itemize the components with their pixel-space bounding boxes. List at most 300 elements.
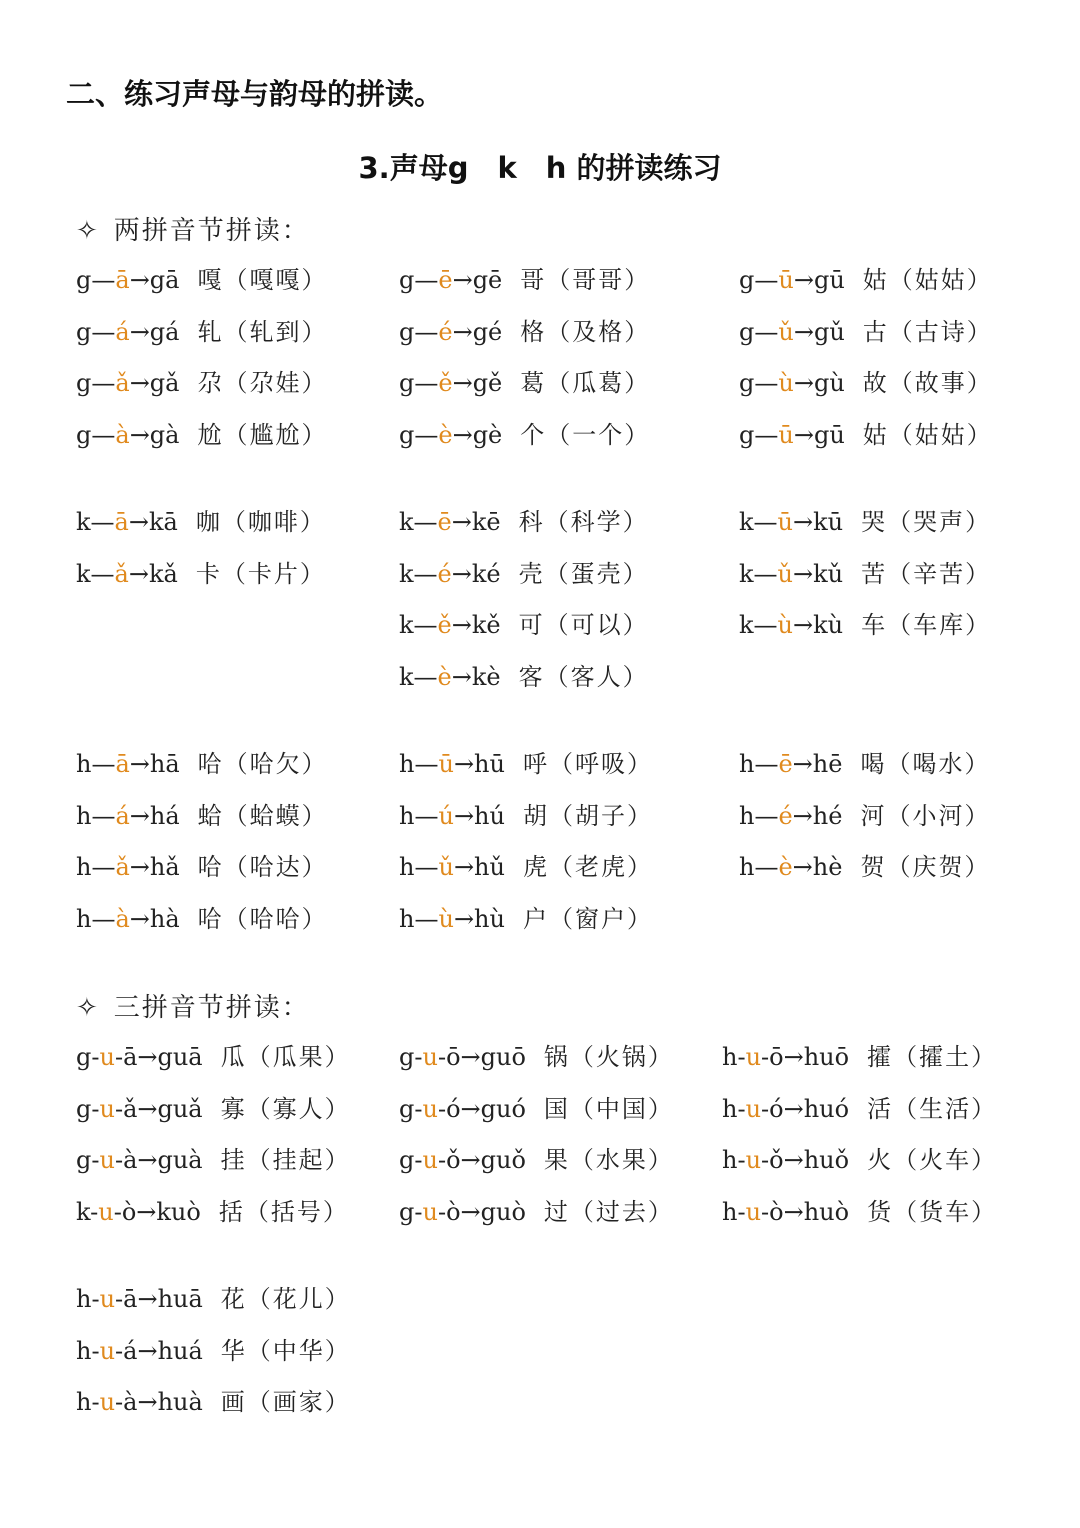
section-subheading — [76, 210, 310, 247]
pinyin-part: g — [399, 317, 415, 346]
pinyin-vowel: ě — [437, 611, 452, 639]
pinyin-spelling — [76, 560, 178, 588]
pinyin-item — [739, 799, 990, 833]
pinyin-part: →gà — [129, 420, 180, 449]
hanzi-word: 河（小河） — [860, 801, 991, 830]
pinyin-part: →kē — [451, 508, 501, 536]
pinyin-spelling — [399, 421, 502, 449]
pinyin-spelling — [76, 508, 178, 536]
pinyin-part: →hú — [453, 801, 505, 830]
hanzi-word: 括（括号） — [218, 1197, 349, 1226]
pinyin-part: →há — [129, 801, 180, 830]
hanzi-word: 哈（哈哈） — [197, 904, 328, 933]
pinyin-part: g — [399, 1043, 415, 1071]
pinyin-part: →hū — [453, 750, 505, 778]
pinyin-part: h — [739, 801, 755, 830]
pinyin-part: -ò→kuò — [113, 1197, 201, 1226]
pinyin-item — [739, 608, 991, 642]
pinyin-part: →gá — [129, 317, 180, 346]
pinyin-part: →hā — [129, 750, 180, 778]
hanzi-word: 花（花儿） — [220, 1285, 351, 1313]
pinyin-item — [399, 850, 653, 884]
pinyin-part: h — [722, 1094, 738, 1123]
pinyin-vowel: ě — [438, 369, 453, 397]
pinyin-spelling — [76, 1388, 203, 1416]
pinyin-vowel: ū — [438, 750, 454, 778]
hanzi-word: 挂（挂起） — [220, 1146, 351, 1174]
pinyin-spelling — [399, 611, 501, 639]
pinyin-part: h — [722, 1197, 738, 1226]
page-heading: 二、练习声母与韵母的拼读。 — [66, 77, 444, 111]
pinyin-spelling — [399, 318, 502, 346]
lesson-title: 3.声母g k h 的拼读练习 — [358, 151, 722, 185]
pinyin-part: — — [414, 369, 439, 397]
pinyin-item — [76, 799, 328, 833]
pinyin-part: — — [753, 559, 778, 588]
pinyin-part: →gù — [793, 369, 845, 397]
pinyin-part: →gé — [452, 317, 503, 346]
pinyin-spelling — [722, 1095, 849, 1123]
pinyin-vowel: ù — [777, 611, 794, 639]
pinyin-part: — — [91, 420, 116, 449]
pinyin-spelling — [399, 508, 501, 536]
pinyin-part: h — [722, 1146, 738, 1174]
pinyin-spelling — [399, 663, 501, 691]
pinyin-part: →ké — [451, 559, 501, 588]
pinyin-part: — — [754, 750, 779, 778]
pinyin-part: g — [76, 317, 92, 346]
pinyin-vowel: u — [99, 1094, 115, 1123]
pinyin-item — [399, 1195, 674, 1229]
pinyin-part: - — [91, 1285, 100, 1313]
pinyin-item — [399, 1092, 674, 1126]
hanzi-word: 华（中华） — [220, 1336, 351, 1365]
pinyin-part: →kā — [128, 508, 178, 536]
pinyin-part: - — [414, 1197, 423, 1226]
pinyin-vowel: ǎ — [115, 853, 130, 881]
pinyin-part: →gǔ — [793, 317, 845, 346]
hanzi-word: 客（客人） — [518, 662, 649, 691]
pinyin-item — [399, 366, 650, 400]
pinyin-part: →hù — [453, 904, 505, 933]
pinyin-item — [739, 418, 993, 452]
hanzi-word: 尕（尕娃） — [197, 369, 328, 397]
pinyin-part: g — [76, 266, 92, 294]
hanzi-word: 格（及格） — [520, 317, 651, 346]
pinyin-part: -ó→guó — [437, 1094, 526, 1123]
pinyin-part: →gě — [452, 369, 503, 397]
pinyin-part: — — [91, 750, 116, 778]
pinyin-vowel: ē — [438, 266, 453, 294]
pinyin-part: - — [90, 1197, 99, 1226]
hanzi-word: 嘎（嘎嘎） — [197, 266, 328, 294]
pinyin-part: — — [754, 317, 779, 346]
pinyin-vowel: u — [99, 1043, 115, 1071]
pinyin-vowel: é — [437, 559, 452, 588]
pinyin-item — [76, 1195, 349, 1229]
pinyin-part: g — [399, 266, 415, 294]
pinyin-spelling — [399, 1198, 526, 1226]
pinyin-part: — — [91, 369, 116, 397]
pinyin-part: h — [76, 801, 92, 830]
pinyin-item — [399, 1143, 674, 1177]
pinyin-part: g — [76, 1043, 92, 1071]
pinyin-vowel: ā — [115, 266, 130, 294]
pinyin-spelling — [399, 1146, 526, 1174]
pinyin-part: - — [737, 1146, 746, 1174]
pinyin-spelling — [739, 421, 845, 449]
pinyin-part: — — [754, 853, 779, 881]
pinyin-item — [722, 1092, 997, 1126]
pinyin-item — [76, 1143, 351, 1177]
pinyin-item — [76, 1092, 351, 1126]
pinyin-part: k — [739, 611, 754, 639]
pinyin-item — [76, 315, 327, 349]
pinyin-vowel: ū — [777, 508, 794, 536]
pinyin-part: - — [91, 1388, 100, 1416]
pinyin-spelling — [739, 508, 843, 536]
pinyin-spelling — [76, 750, 180, 778]
hanzi-word: 哈（哈达） — [197, 853, 328, 881]
pinyin-part: k — [399, 559, 414, 588]
pinyin-part: - — [91, 1094, 100, 1123]
pinyin-spelling — [399, 905, 505, 933]
pinyin-vowel: ǎ — [115, 369, 130, 397]
pinyin-item — [399, 418, 650, 452]
pinyin-part: -à→guà — [114, 1146, 203, 1174]
pinyin-spelling — [739, 369, 845, 397]
pinyin-vowel: u — [98, 1197, 114, 1226]
pinyin-vowel: è — [437, 662, 452, 691]
hanzi-word: 车（车库） — [861, 611, 992, 639]
pinyin-part: — — [754, 369, 779, 397]
hanzi-word: 贺（庆贺） — [860, 853, 991, 881]
pinyin-part: — — [414, 801, 439, 830]
pinyin-part: g — [399, 1094, 415, 1123]
pinyin-part: →gā — [129, 266, 180, 294]
pinyin-part: — — [91, 904, 116, 933]
pinyin-part: g — [739, 369, 755, 397]
pinyin-part: — — [90, 508, 115, 536]
pinyin-spelling — [739, 318, 845, 346]
pinyin-vowel: á — [115, 317, 130, 346]
pinyin-spelling — [76, 1043, 203, 1071]
hanzi-word: 轧（轧到） — [197, 317, 328, 346]
pinyin-part: — — [414, 266, 439, 294]
hanzi-word: 货（货车） — [867, 1197, 998, 1226]
pinyin-part: k — [399, 508, 414, 536]
pinyin-item — [739, 366, 993, 400]
pinyin-part: k — [739, 559, 754, 588]
pinyin-vowel: u — [422, 1094, 438, 1123]
pinyin-part: — — [753, 611, 778, 639]
pinyin-spelling — [399, 1095, 526, 1123]
pinyin-part: h — [76, 750, 92, 778]
pinyin-part: →gē — [452, 266, 503, 294]
pinyin-part: k — [76, 559, 91, 588]
sparkle-icon: ✧ — [76, 993, 100, 1023]
pinyin-part: -ā→huā — [115, 1285, 203, 1313]
pinyin-part: — — [414, 750, 439, 778]
pinyin-part: →hǔ — [453, 853, 505, 881]
hanzi-word: 哭（哭声） — [861, 508, 992, 536]
pinyin-part: h — [76, 904, 92, 933]
hanzi-word: 画（画家） — [220, 1388, 351, 1416]
pinyin-spelling — [739, 266, 845, 294]
pinyin-item — [76, 366, 327, 400]
pinyin-part: g — [739, 420, 755, 449]
pinyin-part: →hé — [792, 801, 843, 830]
pinyin-part: - — [414, 1094, 423, 1123]
section-subheading — [76, 987, 310, 1024]
pinyin-spelling — [399, 802, 505, 830]
pinyin-part: g — [739, 317, 755, 346]
pinyin-part: g — [76, 420, 92, 449]
pinyin-part: h — [739, 853, 755, 881]
pinyin-vowel: à — [115, 904, 130, 933]
pinyin-part: -ǒ→guǒ — [437, 1146, 526, 1174]
pinyin-part: — — [414, 420, 439, 449]
pinyin-item — [399, 315, 650, 349]
pinyin-part: h — [76, 853, 92, 881]
hanzi-word: 虎（老虎） — [522, 853, 653, 881]
hanzi-word: 哥（哥哥） — [520, 266, 651, 294]
hanzi-word: 卡（卡片） — [195, 559, 326, 588]
pinyin-part: -ó→huó — [761, 1094, 850, 1123]
pinyin-part: g — [76, 369, 92, 397]
pinyin-item — [722, 1040, 997, 1074]
pinyin-item — [399, 608, 649, 642]
pinyin-item — [399, 263, 650, 297]
pinyin-part: — — [753, 508, 778, 536]
pinyin-item — [76, 418, 327, 452]
pinyin-vowel: u — [99, 1388, 116, 1416]
hanzi-word: 可（可以） — [518, 611, 649, 639]
pinyin-spelling — [739, 611, 843, 639]
pinyin-item — [399, 1040, 674, 1074]
pinyin-spelling — [739, 853, 842, 881]
hanzi-word: 咖（咖啡） — [195, 508, 326, 536]
pinyin-part: →kǔ — [793, 559, 844, 588]
pinyin-part: — — [90, 559, 115, 588]
pinyin-item — [739, 505, 991, 539]
pinyin-part: g — [76, 1146, 92, 1174]
pinyin-part: — — [91, 317, 116, 346]
hanzi-word: 活（生活） — [867, 1094, 998, 1123]
pinyin-vowel: ǔ — [438, 853, 454, 881]
section-title: 两拼音节拼读： — [113, 216, 310, 246]
pinyin-vowel: à — [115, 420, 130, 449]
pinyin-part: →hǎ — [129, 853, 180, 881]
pinyin-part: - — [91, 1146, 100, 1174]
pinyin-part: — — [414, 317, 439, 346]
pinyin-part: -á→huá — [115, 1336, 203, 1365]
pinyin-part: - — [91, 1336, 100, 1365]
pinyin-spelling — [76, 1146, 203, 1174]
pinyin-spelling — [739, 560, 843, 588]
pinyin-part: h — [399, 750, 415, 778]
pinyin-vowel: ā — [114, 508, 129, 536]
hanzi-word: 火（火车） — [867, 1146, 998, 1174]
pinyin-part: k — [76, 1197, 91, 1226]
pinyin-vowel: é — [778, 801, 793, 830]
pinyin-item — [76, 1282, 351, 1316]
pinyin-vowel: ù — [438, 904, 454, 933]
pinyin-item — [399, 747, 653, 781]
pinyin-vowel: u — [99, 1285, 116, 1313]
pinyin-spelling — [739, 750, 842, 778]
hanzi-word: 寡（寡人） — [220, 1094, 351, 1123]
pinyin-vowel: ú — [438, 801, 454, 830]
pinyin-part: →gū — [793, 420, 845, 449]
pinyin-vowel: ū — [778, 266, 794, 294]
hanzi-word: 葛（瓜葛） — [520, 369, 651, 397]
pinyin-part: - — [737, 1094, 746, 1123]
pinyin-item — [76, 1040, 351, 1074]
pinyin-spelling — [76, 1337, 203, 1365]
pinyin-part: →hà — [129, 904, 180, 933]
pinyin-item — [76, 1334, 351, 1368]
hanzi-word: 瓜（瓜果） — [220, 1043, 351, 1071]
pinyin-part: - — [737, 1197, 746, 1226]
pinyin-part: g — [399, 420, 415, 449]
pinyin-part: — — [91, 266, 116, 294]
pinyin-part: g — [399, 1146, 415, 1174]
pinyin-spelling — [76, 1285, 203, 1313]
pinyin-vowel: ū — [778, 420, 794, 449]
pinyin-part: -ō→huō — [761, 1043, 850, 1071]
pinyin-part: →kǎ — [128, 559, 178, 588]
pinyin-vowel: é — [438, 317, 453, 346]
pinyin-part: — — [413, 559, 438, 588]
hanzi-word: 科（科学） — [518, 508, 649, 536]
hanzi-word: 个（一个） — [520, 420, 651, 449]
pinyin-part: — — [414, 904, 439, 933]
pinyin-part: k — [399, 662, 414, 691]
pinyin-vowel: á — [115, 801, 130, 830]
pinyin-item — [76, 850, 328, 884]
pinyin-part: -ō→guō — [437, 1043, 526, 1071]
pinyin-part: g — [399, 1197, 415, 1226]
pinyin-item — [739, 263, 993, 297]
pinyin-spelling — [76, 369, 179, 397]
pinyin-part: →kè — [451, 662, 501, 691]
pinyin-part: h — [76, 1388, 92, 1416]
pinyin-part: — — [91, 853, 116, 881]
pinyin-spelling — [722, 1198, 849, 1226]
pinyin-part: -ǎ→guǎ — [114, 1094, 203, 1123]
pinyin-part: h — [76, 1285, 92, 1313]
pinyin-vowel: ǔ — [777, 559, 794, 588]
pinyin-part: — — [754, 420, 779, 449]
pinyin-part: →kě — [451, 611, 501, 639]
pinyin-part: h — [76, 1336, 92, 1365]
pinyin-spelling — [399, 853, 505, 881]
pinyin-spelling — [76, 421, 179, 449]
section-title: 三拼音节拼读： — [113, 993, 310, 1023]
pinyin-item — [739, 557, 991, 591]
pinyin-part: -ò→huò — [761, 1197, 850, 1226]
pinyin-spelling — [76, 1095, 203, 1123]
pinyin-spelling — [399, 1043, 526, 1071]
hanzi-word: 姑（姑姑） — [862, 420, 993, 449]
pinyin-part: →gū — [793, 266, 845, 294]
pinyin-spelling — [722, 1043, 849, 1071]
hanzi-word: 哈（哈欠） — [197, 750, 328, 778]
pinyin-item — [76, 1385, 351, 1419]
hanzi-word: 胡（胡子） — [522, 801, 653, 830]
pinyin-vowel: ē — [437, 508, 452, 536]
pinyin-vowel: u — [422, 1043, 438, 1071]
pinyin-part: — — [91, 801, 116, 830]
pinyin-spelling — [399, 560, 501, 588]
pinyin-part: →kū — [793, 508, 844, 536]
pinyin-vowel: ǎ — [114, 559, 129, 588]
pinyin-spelling — [739, 802, 842, 830]
pinyin-item — [722, 1195, 997, 1229]
sparkle-icon: ✧ — [76, 216, 100, 246]
pinyin-vowel: ā — [115, 750, 130, 778]
pinyin-part: →gè — [452, 420, 503, 449]
pinyin-part: -ǒ→huǒ — [761, 1146, 850, 1174]
hanzi-word: 尬（尴尬） — [197, 420, 328, 449]
pinyin-vowel: u — [99, 1336, 116, 1365]
pinyin-item — [76, 263, 327, 297]
pinyin-part: →kù — [793, 611, 844, 639]
pinyin-part: k — [399, 611, 414, 639]
pinyin-vowel: u — [422, 1146, 438, 1174]
pinyin-spelling — [76, 266, 179, 294]
pinyin-spelling — [722, 1146, 849, 1174]
hanzi-word: 锅（火锅） — [543, 1043, 674, 1071]
pinyin-vowel: è — [778, 853, 793, 881]
pinyin-part: h — [722, 1043, 738, 1071]
pinyin-part: h — [399, 853, 415, 881]
pinyin-item — [739, 747, 990, 781]
pinyin-part: g — [399, 369, 415, 397]
pinyin-item — [739, 850, 990, 884]
pinyin-spelling — [76, 905, 180, 933]
pinyin-vowel: u — [422, 1197, 438, 1226]
pinyin-vowel: ǔ — [778, 317, 794, 346]
pinyin-part: — — [413, 508, 438, 536]
pinyin-spelling — [76, 1198, 201, 1226]
pinyin-item — [76, 505, 326, 539]
pinyin-vowel: ù — [778, 369, 794, 397]
pinyin-spelling — [76, 318, 179, 346]
pinyin-part: - — [91, 1043, 100, 1071]
pinyin-part: -à→huà — [115, 1388, 203, 1416]
hanzi-word: 苦（辛苦） — [861, 559, 992, 588]
hanzi-word: 故（故事） — [862, 369, 993, 397]
pinyin-item — [722, 1143, 997, 1177]
pinyin-item — [76, 747, 328, 781]
pinyin-part: - — [737, 1043, 746, 1071]
pinyin-spelling — [76, 802, 180, 830]
pinyin-vowel: è — [438, 420, 453, 449]
pinyin-part: h — [399, 801, 415, 830]
pinyin-item — [739, 315, 993, 349]
pinyin-item — [399, 557, 649, 591]
pinyin-vowel: u — [745, 1146, 762, 1174]
pinyin-item — [399, 505, 649, 539]
hanzi-word: 喝（喝水） — [860, 750, 991, 778]
pinyin-part: — — [754, 266, 779, 294]
pinyin-part: k — [76, 508, 91, 536]
pinyin-part: -ò→guò — [437, 1197, 526, 1226]
pinyin-spelling — [76, 853, 180, 881]
pinyin-spelling — [399, 750, 505, 778]
